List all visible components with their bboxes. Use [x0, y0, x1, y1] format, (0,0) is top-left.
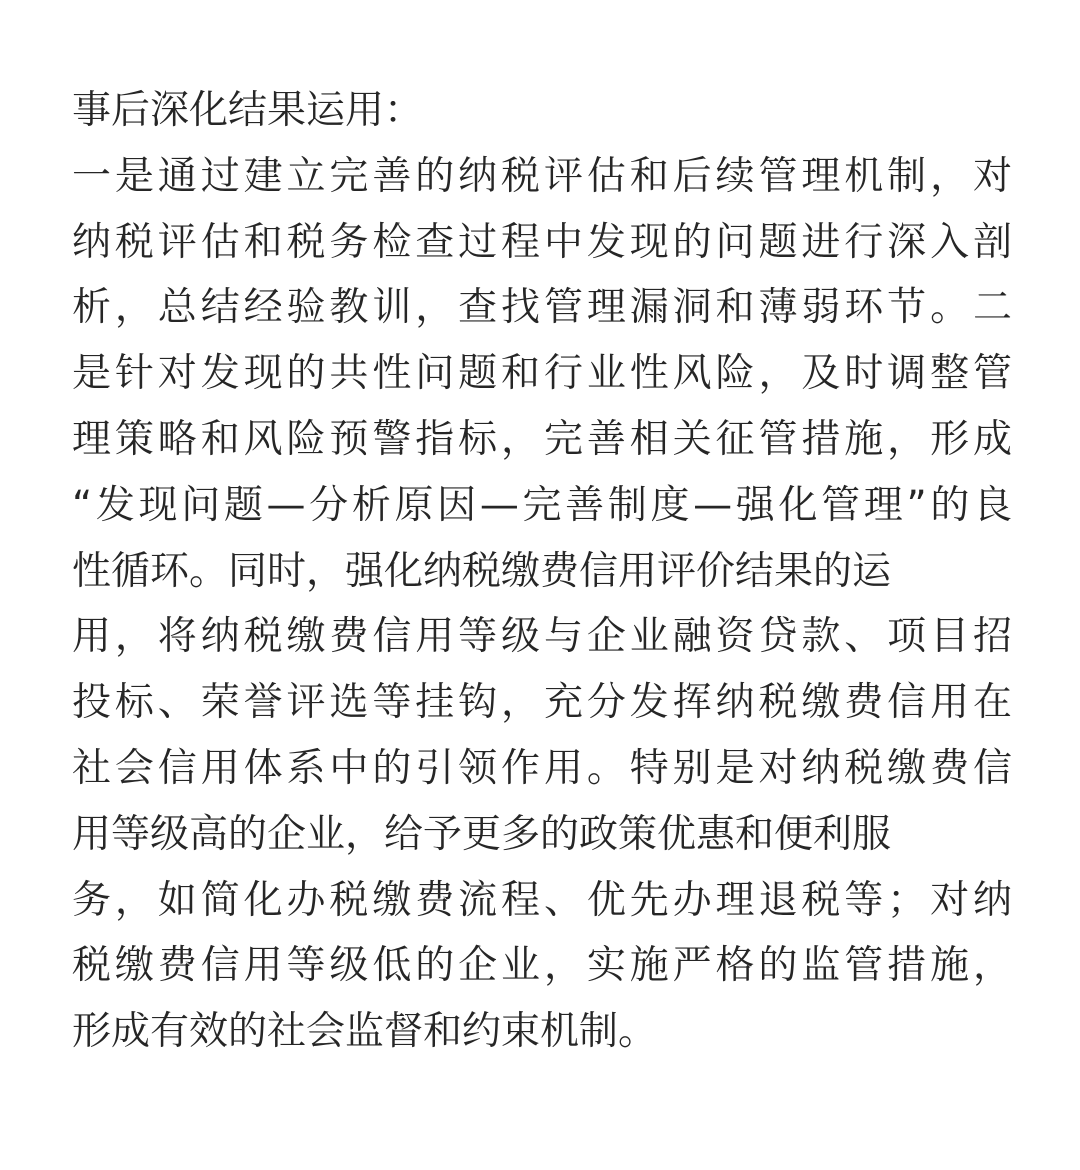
paragraph-line: 用，将纳税缴费信用等级与企业融资贷款、项目招 — [72, 614, 1012, 660]
document-body — [72, 78, 1012, 1065]
section-heading: 事后深化结果运用： — [72, 88, 424, 133]
paragraph-line: 理策略和风险预警指标，完善相关征管措施，形成 — [72, 416, 1012, 462]
paragraph-line: 务，如简化办税缴费流程、优先办理退税等；对纳 — [72, 877, 1012, 923]
paragraph-line: 性循环。同时，强化纳税缴费信用评价结果的运 — [72, 548, 892, 594]
paragraph-line: 社会信用体系中的引领作用。特别是对纳税缴费信 — [72, 745, 1012, 791]
paragraph-line: 形成有效的社会监督和约束机制。 — [72, 1009, 658, 1055]
paragraph-line: 投标、荣誉评选等挂钩，充分发挥纳税缴费信用在 — [72, 680, 1012, 726]
paragraph-line: “发现问题—分析原因—完善制度—强化管理”的良 — [72, 482, 1012, 528]
paragraph-line: 纳税评估和税务检查过程中发现的问题进行深入剖 — [72, 219, 1012, 265]
paragraph-line: 是针对发现的共性问题和行业性风险，及时调整管 — [72, 351, 1012, 397]
paragraph-line: 用等级高的企业，给予更多的政策优惠和便利服 — [72, 811, 892, 857]
paragraph-line: 税缴费信用等级低的企业，实施严格的监管措施， — [72, 943, 1012, 989]
paragraph-line: 析，总结经验教训，查找管理漏洞和薄弱环节。二 — [72, 285, 1012, 331]
paragraph-line: 一是通过建立完善的纳税评估和后续管理机制，对 — [72, 153, 1012, 199]
